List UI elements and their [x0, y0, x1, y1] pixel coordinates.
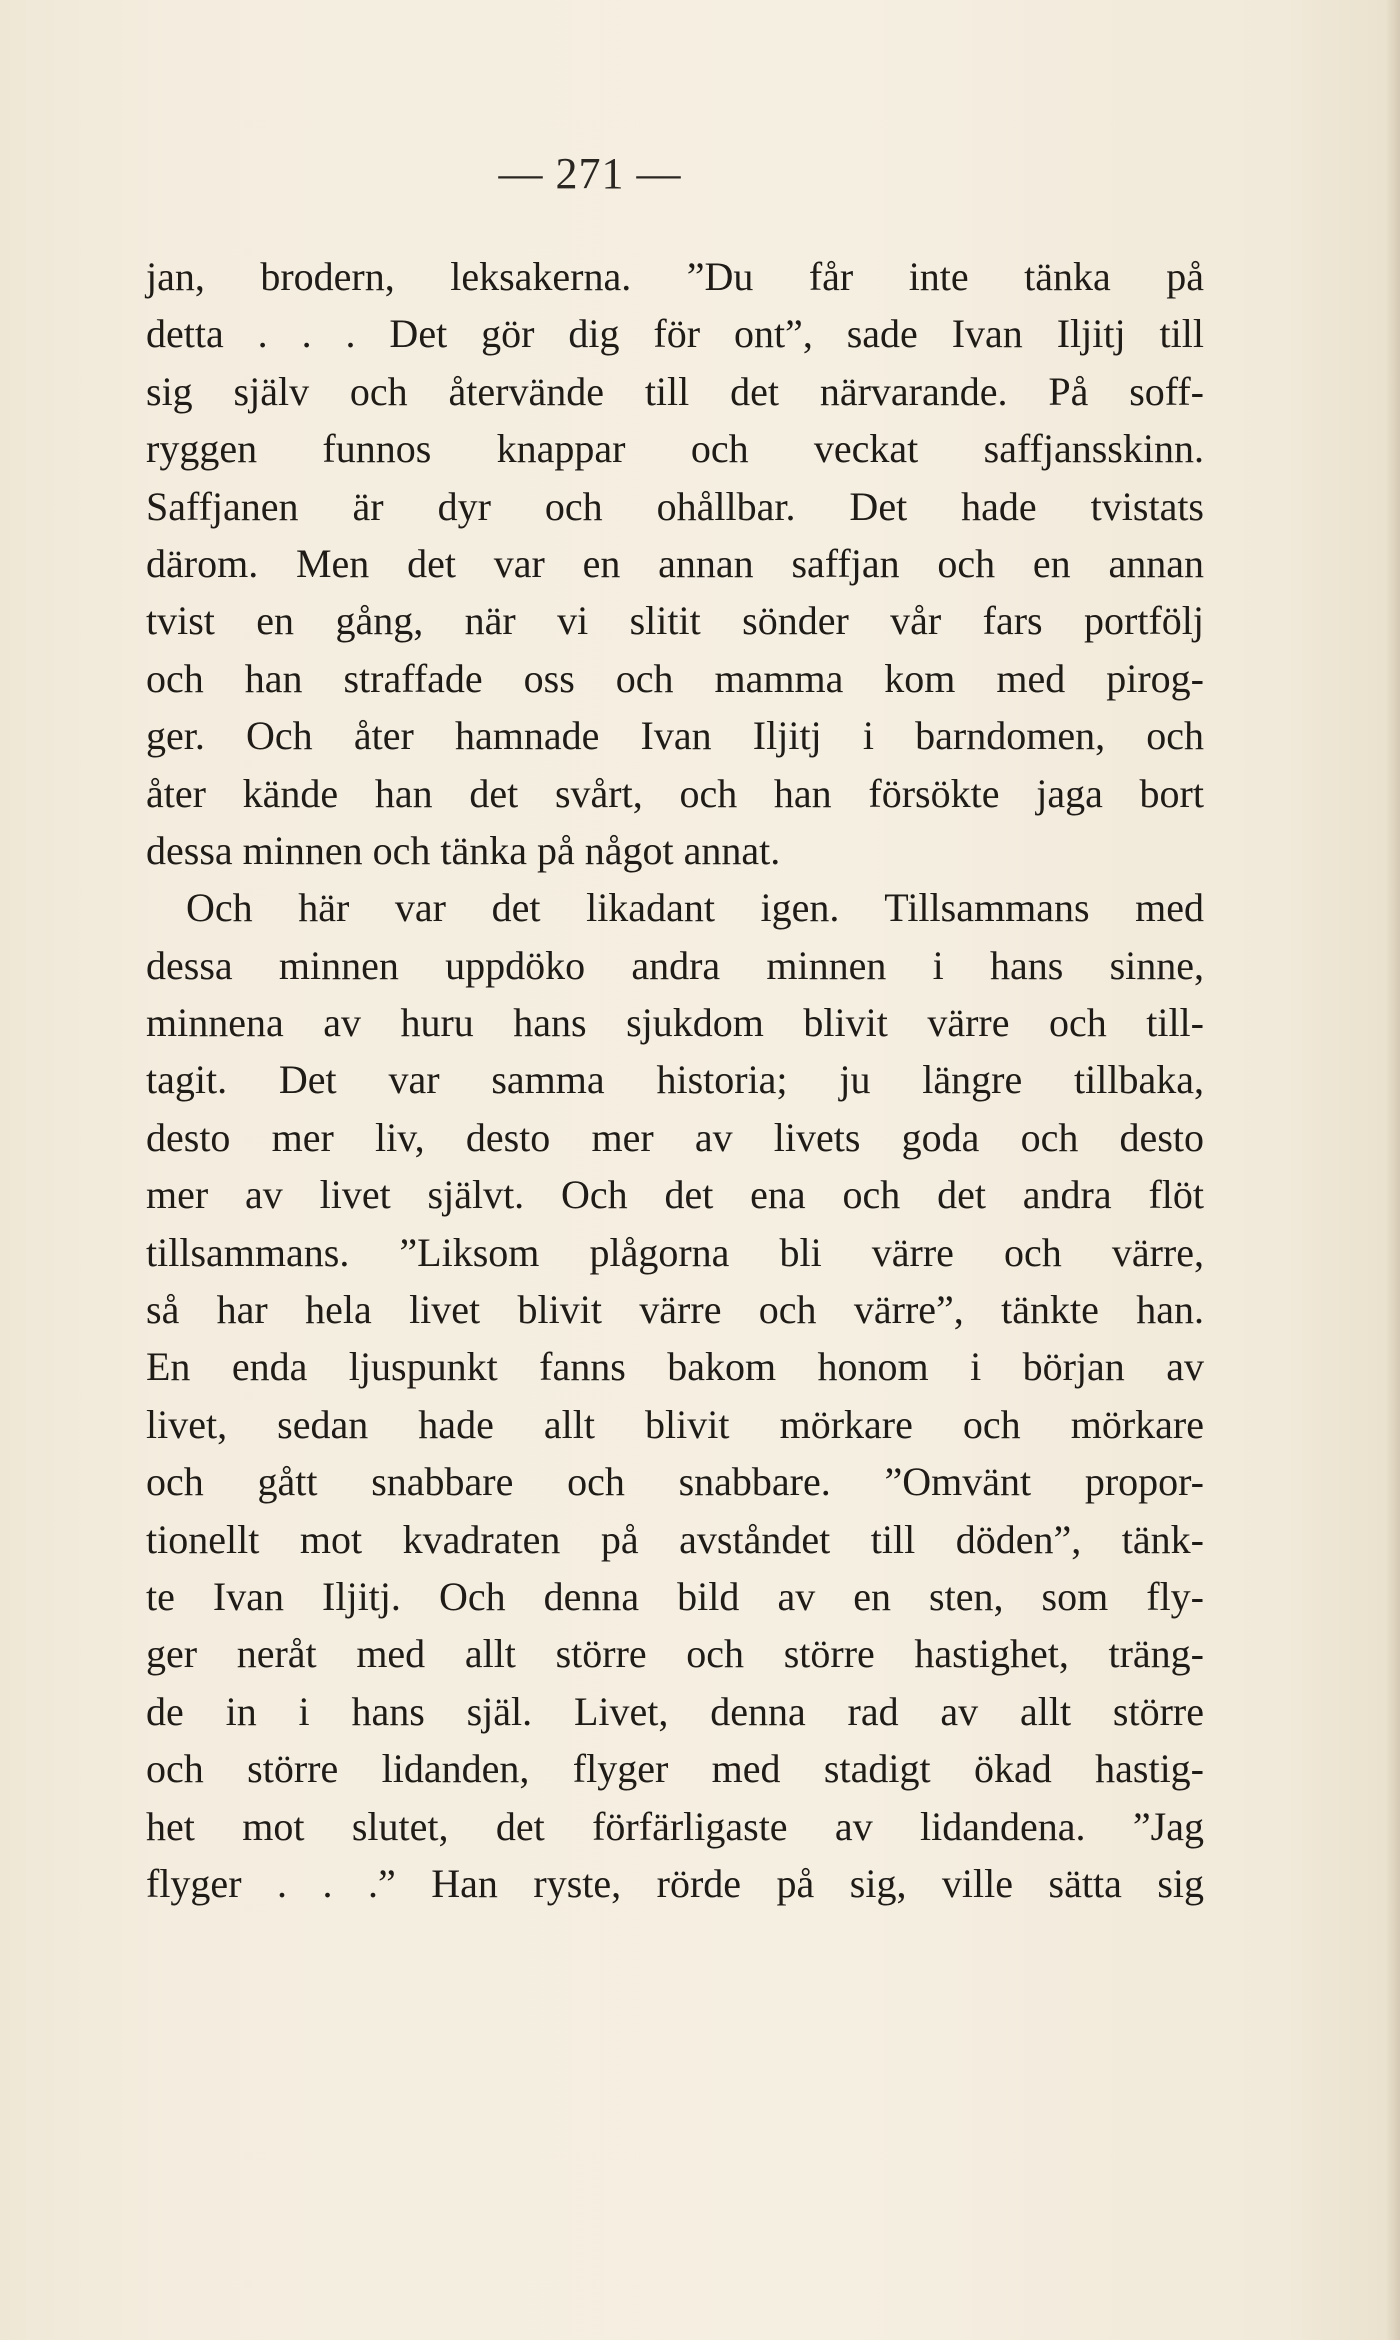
text-line: mer av livet självt. Och det ena och det andra flöt: [146, 1172, 1204, 1218]
text-line: sig själv och återvände till det närvarande. På soff-: [146, 368, 1204, 414]
text-line: ryggen funnos knappar och veckat saffjansskinn.: [146, 426, 1204, 472]
text-line: desto mer liv, desto mer av livets goda och desto: [146, 1114, 1204, 1160]
text-line: tillsammans. ”Liksom plågorna bli värre och värre,: [146, 1229, 1204, 1275]
text-line: ger. Och åter hamnade Ivan Iljitj i barndomen, och: [146, 713, 1204, 759]
body-text: [146, 248, 1204, 1912]
text-line: de in i hans själ. Livet, denna rad av allt större: [146, 1688, 1204, 1734]
text-line: dessa minnen och tänka på något annat.: [146, 827, 781, 873]
text-line: och gått snabbare och snabbare. ”Omvänt propor-: [146, 1459, 1204, 1505]
text-line: Och här var det likadant igen. Tillsammans med: [186, 885, 1204, 931]
page-edge-shadow: [1386, 0, 1400, 2340]
text-line: Saffjanen är dyr och ohållbar. Det hade tvistats: [146, 483, 1204, 529]
text-line: så har hela livet blivit värre och värre”, tänkte han.: [146, 1287, 1204, 1333]
text-line: flyger . . .” Han ryste, rörde på sig, ville sätta sig: [146, 1860, 1204, 1906]
text-line: dessa minnen uppdöko andra minnen i hans sinne,: [146, 942, 1204, 988]
text-line: livet, sedan hade allt blivit mörkare och mörkare: [146, 1401, 1204, 1447]
text-line: En enda ljuspunkt fanns bakom honom i början av: [146, 1344, 1204, 1390]
text-line: och han straffade oss och mamma kom med pirog-: [146, 655, 1204, 701]
text-line: åter kände han det svårt, och han försökte jaga bort: [146, 770, 1204, 816]
text-line: därom. Men det var en annan saffjan och en annan: [146, 540, 1204, 586]
page-number: — 271 —: [498, 149, 682, 198]
text-line: minnena av huru hans sjukdom blivit värre och till-: [146, 1000, 1204, 1046]
text-line: het mot slutet, det förfärligaste av lidandena. ”Jag: [146, 1803, 1204, 1849]
text-line: ger neråt med allt större och större hastighet, träng-: [146, 1631, 1204, 1677]
text-line: te Ivan Iljitj. Och denna bild av en sten, som fly-: [146, 1573, 1204, 1619]
text-line: tionellt mot kvadraten på avståndet till döden”, tänk-: [146, 1516, 1204, 1562]
text-line: jan, brodern, leksakerna. ”Du får inte tänka på: [146, 254, 1204, 299]
text-line: tvist en gång, när vi slitit sönder vår fars portfölj: [146, 598, 1204, 644]
text-line: och större lidanden, flyger med stadigt ökad hastig-: [146, 1746, 1204, 1792]
text-line: detta . . . Det gör dig för ont”, sade Ivan Iljitj till: [146, 311, 1204, 357]
text-line: tagit. Det var samma historia; ju längre tillbaka,: [146, 1057, 1204, 1103]
